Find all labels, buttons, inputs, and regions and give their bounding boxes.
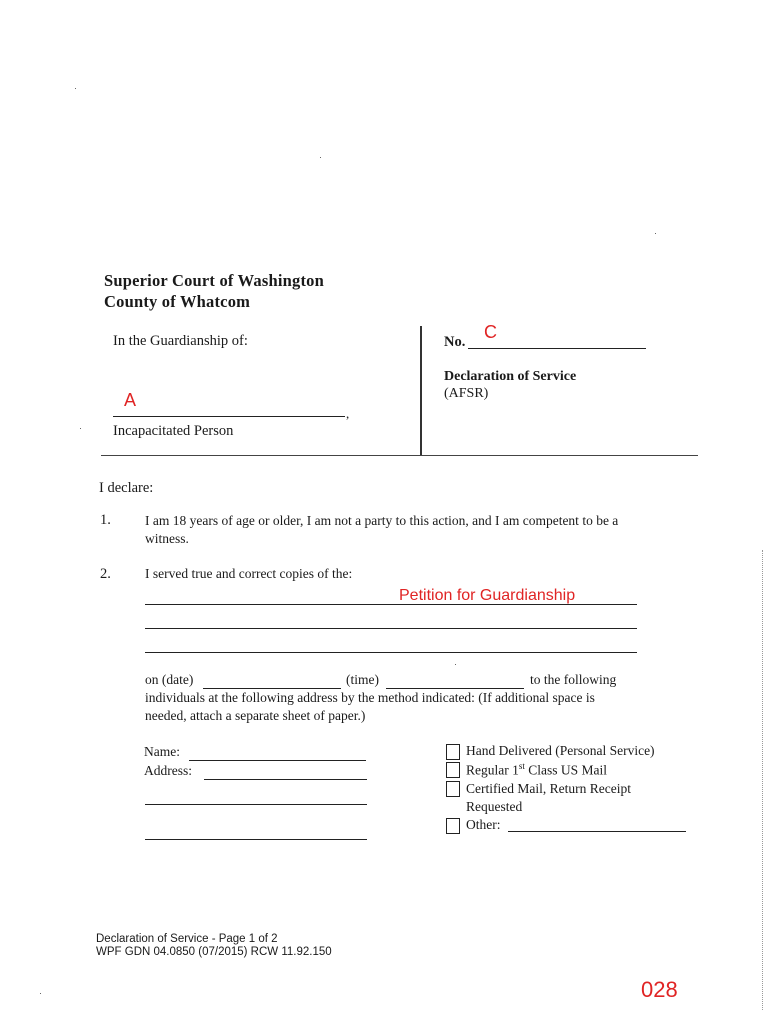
item-2-number: 2. [100, 566, 111, 582]
needed-text: needed, attach a separate sheet of paper.) [145, 708, 366, 723]
footer [96, 933, 332, 959]
regular-mail-checkbox[interactable] [446, 762, 460, 778]
case-number-line [468, 348, 646, 349]
case-no-label: No. [444, 334, 466, 350]
scan-speck [80, 428, 81, 429]
scan-speck [455, 664, 456, 665]
time-line[interactable] [386, 688, 524, 689]
name-label: Name: [144, 744, 180, 759]
court-name: Superior Court of Washington [104, 271, 324, 290]
person-name-line [113, 416, 345, 417]
scan-speck [320, 157, 321, 158]
court-header [104, 270, 324, 312]
item-2-text: I served true and correct copies of the: [145, 566, 353, 581]
address-line-1[interactable] [204, 779, 367, 780]
address-label: Address: [144, 763, 192, 778]
item-1-text: I am 18 years of age or older, I am not a party to this action, and I am competent to be a witness. [145, 513, 619, 546]
regular-mail-label: Regular 1st Class US Mail [466, 761, 608, 778]
scan-edge [762, 550, 764, 1010]
footer-page-info: Declaration of Service - Page 1 of 2 [96, 933, 278, 945]
county-name: County of Whatcom [104, 292, 251, 311]
caption-bottom-rule [101, 455, 698, 456]
time-label: (time) [346, 672, 379, 687]
served-doc-line-3 [145, 652, 637, 653]
address-line-3[interactable] [145, 839, 367, 840]
address-line-2[interactable] [145, 804, 367, 805]
page-stamp: 028 [641, 977, 678, 1002]
hand-delivered-label: Hand Delivered (Personal Service) [466, 743, 655, 758]
individuals-text: individuals at the following address by the method indicated: (If additional space is [145, 690, 595, 705]
served-doc-line-1 [145, 604, 637, 605]
incapacitated-label: Incapacitated Person [113, 423, 234, 439]
case-number-field[interactable]: C [484, 322, 497, 342]
other-line[interactable] [508, 831, 686, 832]
declare-text: I declare: [99, 480, 154, 496]
caption-divider [420, 326, 422, 456]
item-1-number: 1. [100, 512, 111, 528]
on-date-label: on (date) [145, 672, 194, 687]
served-doc-line-2 [145, 628, 637, 629]
date-line[interactable] [203, 688, 341, 689]
certified-mail-checkbox[interactable] [446, 781, 460, 797]
person-name-field[interactable]: A [124, 390, 137, 410]
certified-mail-label: Certified Mail, Return Receipt Requested [466, 781, 631, 814]
to-following-text: to the following [530, 672, 617, 687]
scan-speck [75, 88, 76, 89]
doc-code: (AFSR) [444, 386, 489, 401]
name-line[interactable] [189, 760, 366, 761]
doc-title: Declaration of Service [444, 369, 577, 384]
served-document-field[interactable]: Petition for Guardianship [399, 587, 576, 604]
footer-form-code: WPF GDN 04.0850 (07/2015) RCW 11.92.150 [96, 946, 332, 958]
hand-delivered-checkbox[interactable] [446, 744, 460, 760]
other-label: Other: [466, 817, 501, 832]
other-checkbox[interactable] [446, 818, 460, 834]
guardianship-label: In the Guardianship of: [113, 333, 248, 349]
scan-speck [40, 993, 41, 994]
scan-speck [655, 233, 656, 234]
